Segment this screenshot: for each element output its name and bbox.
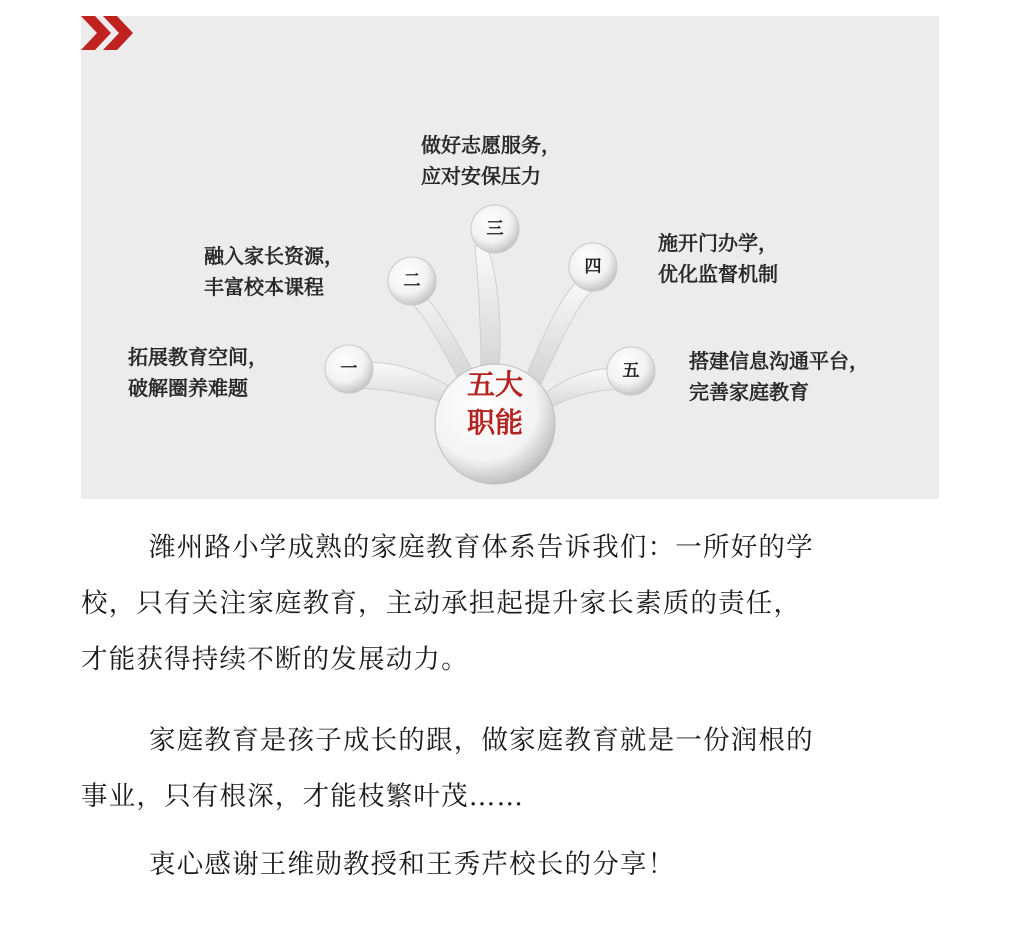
node-label-line: 优化监督机制 — [658, 262, 778, 286]
node-label-line: 搭建信息沟通平台， — [689, 349, 869, 373]
paragraph-line: 潍州路小学成熟的家庭教育体系告诉我们：一所好的学 — [149, 532, 814, 563]
paragraph-line: 才能获得持续不断的发展动力。 — [81, 644, 469, 675]
node-numeral-4: 四 — [584, 257, 602, 277]
article-paragraph-2 — [81, 713, 951, 825]
node-numeral-2: 二 — [403, 271, 421, 291]
diagram-center-title — [447, 366, 543, 442]
paragraph-line: 衷心感谢王维勋教授和王秀芹校长的分享！ — [149, 849, 676, 880]
five-functions-diagram — [81, 16, 939, 499]
node-label-line: 做好志愿服务， — [421, 133, 561, 157]
node-label-1 — [128, 342, 268, 404]
node-label-line: 施开门办学， — [658, 231, 778, 255]
node-label-line: 破解圈养难题 — [128, 376, 248, 400]
node-numeral-5: 五 — [622, 361, 640, 381]
node-numeral-1: 一 — [340, 359, 358, 379]
paragraph-line: 家庭教育是孩子成长的跟，做家庭教育就是一份润根的 — [149, 725, 814, 756]
node-label-line: 融入家长资源， — [204, 244, 344, 268]
node-label-5 — [689, 346, 869, 408]
node-label-4 — [658, 228, 778, 290]
paragraph-line: 校，只有关注家庭教育，主动承担起提升家长素质的责任， — [81, 588, 802, 619]
paragraph-line: 事业，只有根深，才能枝繁叶茂…… — [81, 781, 525, 812]
node-label-2 — [204, 241, 344, 303]
node-label-line: 应对安保压力 — [421, 164, 541, 188]
article-paragraph-3 — [81, 837, 951, 893]
node-numeral-3: 三 — [486, 219, 504, 239]
center-title-line: 职能 — [466, 406, 523, 439]
diagram-arm-3 — [475, 246, 500, 374]
center-title-line: 五大 — [466, 368, 523, 401]
node-label-line: 拓展教育空间， — [128, 345, 268, 369]
node-label-line: 丰富校本课程 — [204, 275, 324, 299]
node-label-3 — [421, 130, 561, 192]
article-paragraph-1 — [81, 520, 951, 688]
node-label-line: 完善家庭教育 — [689, 380, 809, 404]
chevron-double-right-icon — [81, 16, 137, 50]
